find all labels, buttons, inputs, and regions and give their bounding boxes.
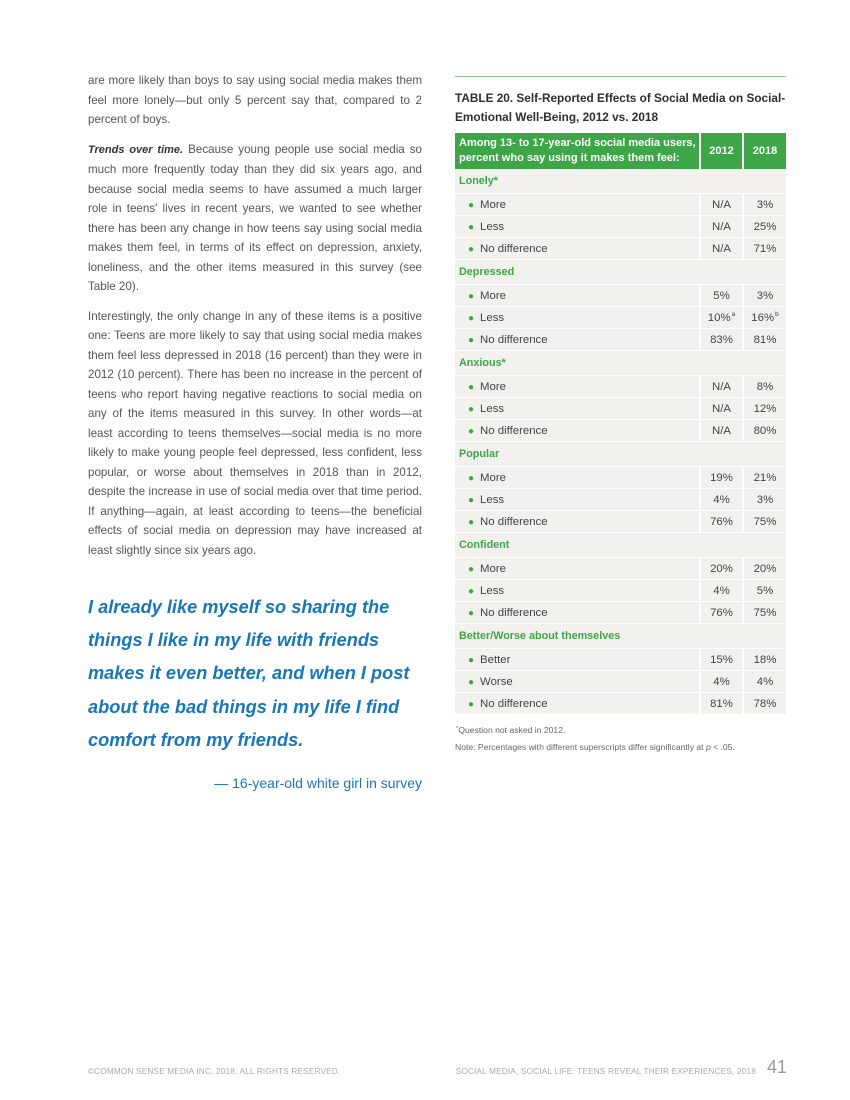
bullet-icon: ● xyxy=(468,516,475,528)
value-2012-cell xyxy=(701,285,744,307)
table-row xyxy=(455,489,786,511)
table-title: TABLE 20. Self-Reported Effects of Social Media on Social-Emotional Well-Being, 2012 vs. 2018 xyxy=(455,91,786,124)
footer-report-title: SOCIAL MEDIA, SOCIAL LIFE: TEENS REVEAL THEIR EXPERIENCES, 2018 xyxy=(455,1067,756,1076)
table-row xyxy=(455,307,786,329)
value-2018-cell xyxy=(744,511,786,533)
row-label: No difference xyxy=(480,242,548,255)
value-2018: 4% xyxy=(756,675,774,688)
value-2018-cell xyxy=(744,285,786,307)
value-2012: 4% xyxy=(713,493,730,506)
value-2012: N/A xyxy=(712,198,731,211)
row-label-cell xyxy=(455,420,701,442)
value-2018-cell xyxy=(744,558,786,580)
table-footnote xyxy=(455,721,786,739)
table-row xyxy=(455,649,786,671)
divider xyxy=(455,76,786,77)
pull-quote: I already like myself so sharing the things I like in my life with friends makes it even better, and when I post about the bad things in my life I find comfort from my friends. xyxy=(88,597,410,750)
value-2018-cell xyxy=(744,467,786,489)
bullet-icon: ● xyxy=(468,334,475,346)
category-row xyxy=(455,624,786,649)
row-label: More xyxy=(480,380,506,393)
row-label-cell xyxy=(455,558,701,580)
value-2012-cell xyxy=(701,580,744,602)
table-header-row xyxy=(455,133,786,169)
value-2018: 71% xyxy=(753,242,777,255)
value-2018: 20% xyxy=(753,562,777,575)
value-2018-cell xyxy=(744,489,786,511)
table-row xyxy=(455,693,786,715)
value-2018-cell xyxy=(744,602,786,624)
value-2012: N/A xyxy=(712,220,731,233)
value-2018: 78% xyxy=(753,697,777,710)
bullet-icon: ● xyxy=(468,243,475,255)
table-row xyxy=(455,671,786,693)
value-2012-cell xyxy=(701,602,744,624)
value-2018-cell xyxy=(744,671,786,693)
category-row xyxy=(455,169,786,194)
row-label-cell xyxy=(455,693,701,715)
value-2018: 80% xyxy=(753,424,777,437)
row-label: Less xyxy=(480,311,505,324)
value-2012: N/A xyxy=(712,380,731,393)
bullet-icon: ● xyxy=(468,425,475,437)
category-label: Confident xyxy=(455,533,786,558)
footnote-mark: * xyxy=(456,726,459,732)
row-label-cell xyxy=(455,602,701,624)
row-label: No difference xyxy=(480,697,548,710)
value-2018: 12% xyxy=(753,402,777,415)
value-2012: 76% xyxy=(710,606,733,619)
value-2012-cell xyxy=(701,467,744,489)
data-table xyxy=(455,133,786,715)
value-2018-cell xyxy=(744,580,786,602)
column-header-label: Among 13- to 17-year-old social media users, percent who say using it makes them feel: xyxy=(455,133,701,169)
value-2012-cell xyxy=(701,489,744,511)
row-label: Less xyxy=(480,584,505,597)
value-2018-cell xyxy=(744,238,786,260)
value-2012: N/A xyxy=(712,402,731,415)
row-label-cell xyxy=(455,194,701,216)
category-row xyxy=(455,351,786,376)
value-2018: 3% xyxy=(756,289,774,302)
bullet-icon: ● xyxy=(468,676,475,688)
value-2018-cell xyxy=(744,398,786,420)
value-2012: 81% xyxy=(710,697,733,710)
paragraph-lead-in: Trends over time. xyxy=(88,143,184,156)
category-label: Anxious* xyxy=(455,351,786,376)
value-2012-cell xyxy=(701,558,744,580)
body-paragraph-trends xyxy=(88,140,422,297)
value-2012: 20% xyxy=(710,562,733,575)
value-2018-cell xyxy=(744,649,786,671)
value-2012: 10% xyxy=(707,312,731,324)
value-2012: 19% xyxy=(710,471,733,484)
table-row xyxy=(455,467,786,489)
value-2012-cell xyxy=(701,307,744,329)
table-row xyxy=(455,558,786,580)
bullet-icon: ● xyxy=(468,221,475,233)
row-label-cell xyxy=(455,649,701,671)
value-2012-cell xyxy=(701,376,744,398)
column-header-2012: 2012 xyxy=(701,133,744,169)
value-2018: 25% xyxy=(753,220,777,233)
value-2018-cell xyxy=(744,216,786,238)
row-label-cell xyxy=(455,238,701,260)
row-label: More xyxy=(480,562,506,575)
category-label: Depressed xyxy=(455,260,786,285)
category-label: Popular xyxy=(455,442,786,467)
paragraph-text: Because young people use social media so much more frequently today than they did six years ago, and because social media seems to have assumed a much larger role in teens' lives in recent years, we wanted to see whether there has been any change in how teens say using social media makes them feel, in terms of its effect on depression, anxiety, loneliness, and the other items measured in this survey (see Table 20). xyxy=(88,142,423,293)
table-row xyxy=(455,398,786,420)
bullet-icon: ● xyxy=(468,403,475,415)
table-row xyxy=(455,285,786,307)
value-2012-cell xyxy=(701,216,744,238)
value-2018: 18% xyxy=(753,653,777,666)
table-column xyxy=(455,76,786,756)
bullet-icon: ● xyxy=(468,654,475,666)
row-label: No difference xyxy=(480,606,548,619)
quote-attribution: — 16-year-old white girl in survey xyxy=(214,775,422,791)
value-2012-cell xyxy=(701,329,744,351)
table-row xyxy=(455,511,786,533)
note-text: Note: Percentages with different superscripts differ significantly at xyxy=(455,742,706,752)
body-text-column xyxy=(88,71,422,570)
value-2012: 83% xyxy=(710,333,733,346)
value-2012-cell xyxy=(701,420,744,442)
value-2018-cell xyxy=(744,376,786,398)
row-label: Worse xyxy=(480,675,513,688)
bullet-icon: ● xyxy=(468,290,475,302)
value-2018-cell xyxy=(744,693,786,715)
row-label-cell xyxy=(455,376,701,398)
footnote-text: Question not asked in 2012. xyxy=(458,725,566,735)
bullet-icon: ● xyxy=(468,698,475,710)
row-label-cell xyxy=(455,216,701,238)
bullet-icon: ● xyxy=(468,563,475,575)
value-2012: 5% xyxy=(713,289,730,302)
value-2012-cell xyxy=(701,194,744,216)
superscript-2012: a xyxy=(731,311,736,318)
bullet-icon: ● xyxy=(468,381,475,393)
bullet-icon: ● xyxy=(468,494,475,506)
value-2012-cell xyxy=(701,238,744,260)
value-2012: N/A xyxy=(712,424,731,437)
table-row xyxy=(455,580,786,602)
value-2018-cell xyxy=(744,329,786,351)
row-label-cell xyxy=(455,467,701,489)
value-2012-cell xyxy=(701,511,744,533)
footer-copyright: ©COMMON SENSE MEDIA INC. 2018. ALL RIGHTS RESERVED. xyxy=(88,1067,341,1076)
table-row xyxy=(455,602,786,624)
value-2018: 3% xyxy=(756,198,774,211)
value-2018: 81% xyxy=(753,333,777,346)
value-2012-cell xyxy=(701,398,744,420)
row-label-cell xyxy=(455,511,701,533)
row-label-cell xyxy=(455,489,701,511)
note-text-end: < .05. xyxy=(710,742,735,752)
row-label-cell xyxy=(455,307,701,329)
row-label-cell xyxy=(455,398,701,420)
bullet-icon: ● xyxy=(468,472,475,484)
row-label: Less xyxy=(480,402,505,415)
value-2018: 75% xyxy=(753,606,777,619)
row-label: No difference xyxy=(480,515,548,528)
page-number: 41 xyxy=(766,1057,787,1077)
row-label-cell xyxy=(455,671,701,693)
bullet-icon: ● xyxy=(468,312,475,324)
table-row xyxy=(455,420,786,442)
category-label: Lonely* xyxy=(455,169,786,194)
value-2018: 3% xyxy=(756,493,774,506)
value-2018: 75% xyxy=(753,515,777,528)
row-label: Better xyxy=(480,653,511,666)
row-label: No difference xyxy=(480,333,548,346)
superscript-2018: b xyxy=(775,311,779,318)
value-2018-cell xyxy=(744,194,786,216)
row-label: More xyxy=(480,289,506,302)
table-row xyxy=(455,329,786,351)
bullet-icon: ● xyxy=(468,199,475,211)
column-header-2018: 2018 xyxy=(744,133,786,169)
row-label-cell xyxy=(455,580,701,602)
table-row xyxy=(455,194,786,216)
table-row xyxy=(455,216,786,238)
table-note xyxy=(455,739,786,756)
value-2018: 8% xyxy=(756,380,774,393)
value-2018-cell xyxy=(744,307,786,329)
value-2012: 4% xyxy=(713,584,730,597)
body-paragraph: Interestingly, the only change in any of these items is a positive one: Teens are more likely to say that using social media makes them feel less depressed in 2018 (16 percent) than they were in 2012 (10 percent). There has been no increase in the percent of teens who report having negative reactions to social media on any of the items measured in this survey. In other words—at least according to teens themselves—social media is no more likely to make young people feel depressed, less confident, less popular, or worse about themselves in 2018 than in 2012, despite the increase in use of social media over that time period. If anything—again, at least according to teens—the beneficial effects of social media on depression may have increased at least slightly since six years ago. xyxy=(88,309,422,557)
row-label-cell xyxy=(455,285,701,307)
value-2018: 21% xyxy=(753,471,777,484)
category-row xyxy=(455,442,786,467)
row-label: Less xyxy=(480,220,505,233)
value-2012-cell xyxy=(701,649,744,671)
category-label: Better/Worse about themselves xyxy=(455,624,786,649)
value-2012-cell xyxy=(701,693,744,715)
table-row xyxy=(455,376,786,398)
row-label: No difference xyxy=(480,424,548,437)
value-2012: 15% xyxy=(710,653,733,666)
note-p-symbol: p xyxy=(705,742,711,752)
category-row xyxy=(455,260,786,285)
bullet-icon: ● xyxy=(468,585,475,597)
row-label: More xyxy=(480,198,506,211)
table-row xyxy=(455,238,786,260)
value-2012: N/A xyxy=(712,242,731,255)
row-label: More xyxy=(480,471,506,484)
body-paragraph: are more likely than boys to say using social media makes them feel more lonely—but only 5 percent say that, compared to 2 percent of boys. xyxy=(88,74,422,126)
value-2012: 76% xyxy=(710,515,733,528)
value-2018: 16% xyxy=(751,312,775,324)
value-2012-cell xyxy=(701,671,744,693)
category-row xyxy=(455,533,786,558)
row-label-cell xyxy=(455,329,701,351)
value-2018: 5% xyxy=(756,584,774,597)
value-2018-cell xyxy=(744,420,786,442)
bullet-icon: ● xyxy=(468,607,475,619)
value-2012: 4% xyxy=(713,675,730,688)
row-label: Less xyxy=(480,493,505,506)
